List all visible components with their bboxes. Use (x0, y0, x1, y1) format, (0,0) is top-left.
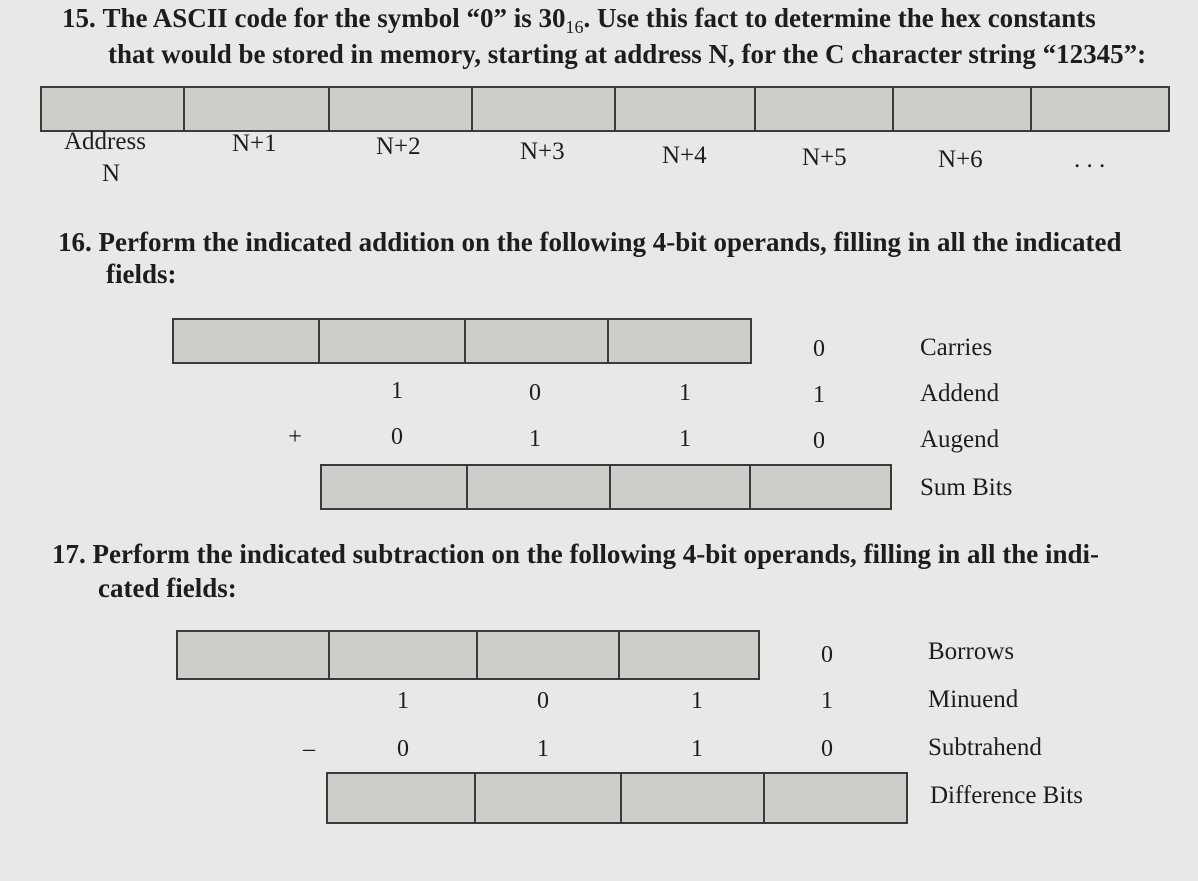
carry-cell-4[interactable] (172, 318, 320, 364)
q17-minuend-bit0: 1 (821, 688, 833, 714)
q17-minuend-bit1: 1 (691, 688, 703, 714)
q16-label-carries: Carries (920, 334, 993, 361)
memory-cell-n5[interactable] (756, 86, 894, 132)
q16-addend-bit1: 1 (679, 380, 691, 406)
address-n6: N+6 (938, 146, 983, 173)
borrow-cell-3[interactable] (330, 630, 478, 680)
address-n3: N+3 (520, 138, 565, 165)
q16-augend-bit2: 1 (529, 426, 541, 452)
q15-text-b: . Use this fact to determine the hex constants (583, 3, 1096, 33)
q17-difference-cells (326, 772, 908, 824)
address-label: Address (64, 128, 146, 155)
q17-label-subtrahend: Subtrahend (928, 734, 1042, 761)
q17-minus-sign: – (303, 736, 315, 762)
q17-subtrahend-bit2: 1 (537, 736, 549, 762)
q17-label-difference-bits: Difference Bits (930, 782, 1083, 809)
memory-cell-n3[interactable] (473, 86, 616, 132)
q16-addend-bit3: 1 (391, 378, 403, 404)
q17-line1 (52, 538, 1099, 571)
sum-cell-2[interactable] (468, 464, 611, 510)
memory-cell-n1[interactable] (185, 86, 330, 132)
memory-cell-n4[interactable] (616, 86, 756, 132)
borrow-cell-4[interactable] (176, 630, 330, 680)
address-n5: N+5 (802, 144, 847, 171)
address-ellipsis: . . . (1074, 146, 1106, 173)
q16-augend-bit3: 0 (391, 424, 403, 450)
q17-subtrahend-bit3: 0 (397, 736, 409, 762)
q16-line2: fields: (106, 259, 177, 289)
q17-label-borrows: Borrows (928, 638, 1015, 665)
q16-addend-bit2: 0 (529, 380, 541, 406)
q17-subtrahend-bit1: 1 (691, 736, 703, 762)
memory-cell-n2[interactable] (330, 86, 473, 132)
q17-number: 17. (52, 539, 86, 569)
difference-cell-1[interactable] (622, 772, 765, 824)
q16-carry-cells (172, 318, 752, 364)
q15-number: 15. (62, 3, 96, 33)
q16-augend-bit1: 1 (679, 426, 691, 452)
q17-label-minuend: Minuend (928, 686, 1019, 713)
carry-cell-1[interactable] (609, 318, 752, 364)
carry-cell-3[interactable] (320, 318, 466, 364)
q16-label-sum-bits: Sum Bits (920, 474, 1013, 501)
q16-text: Perform the indicated addition on the following 4-bit operands, filling in all the indicated (98, 227, 1122, 257)
q15-memory-cells (40, 86, 1170, 132)
q17-borrow-in: 0 (821, 642, 833, 668)
q16-label-addend: Addend (920, 380, 1000, 407)
borrow-cell-1[interactable] (620, 630, 760, 680)
memory-cell-n6[interactable] (894, 86, 1032, 132)
q16-addend-bit0: 1 (813, 382, 825, 408)
q16-number: 16. (58, 227, 92, 257)
q15-subscript: 16 (565, 17, 584, 37)
q16-carry-in: 0 (813, 336, 825, 362)
q17-line2: cated fields: (98, 573, 237, 603)
address-n1: N+1 (232, 130, 277, 157)
address-n: N (102, 160, 121, 187)
q16-label-augend: Augend (920, 426, 1000, 453)
difference-cell-2[interactable] (476, 772, 622, 824)
memory-cell-n[interactable] (40, 86, 185, 132)
q16-sum-cells (320, 464, 892, 510)
sum-cell-1[interactable] (611, 464, 751, 510)
q15-text-a: The ASCII code for the symbol “0” is 30 (102, 3, 566, 33)
q17-subtrahend-bit0: 0 (821, 736, 833, 762)
memory-cell-more[interactable] (1032, 86, 1170, 132)
address-n2: N+2 (376, 133, 421, 160)
difference-cell-0[interactable] (765, 772, 908, 824)
sum-cell-3[interactable] (320, 464, 468, 510)
q17-text: Perform the indicated subtraction on the following 4-bit operands, filling in all the indi- (92, 539, 1100, 569)
carry-cell-2[interactable] (466, 318, 609, 364)
q16-line1 (58, 226, 1122, 259)
q17-minuend-bit3: 1 (397, 688, 409, 714)
q16-augend-bit0: 0 (813, 428, 825, 454)
q16-plus-sign: + (288, 424, 302, 450)
q17-borrow-cells (176, 630, 760, 680)
address-n4: N+4 (662, 142, 707, 169)
sum-cell-0[interactable] (751, 464, 892, 510)
q17-minuend-bit2: 0 (537, 688, 549, 714)
borrow-cell-2[interactable] (478, 630, 620, 680)
q15-line2: that would be stored in memory, starting at address N, for the C character string “12345”: (108, 39, 1147, 69)
difference-cell-3[interactable] (326, 772, 476, 824)
